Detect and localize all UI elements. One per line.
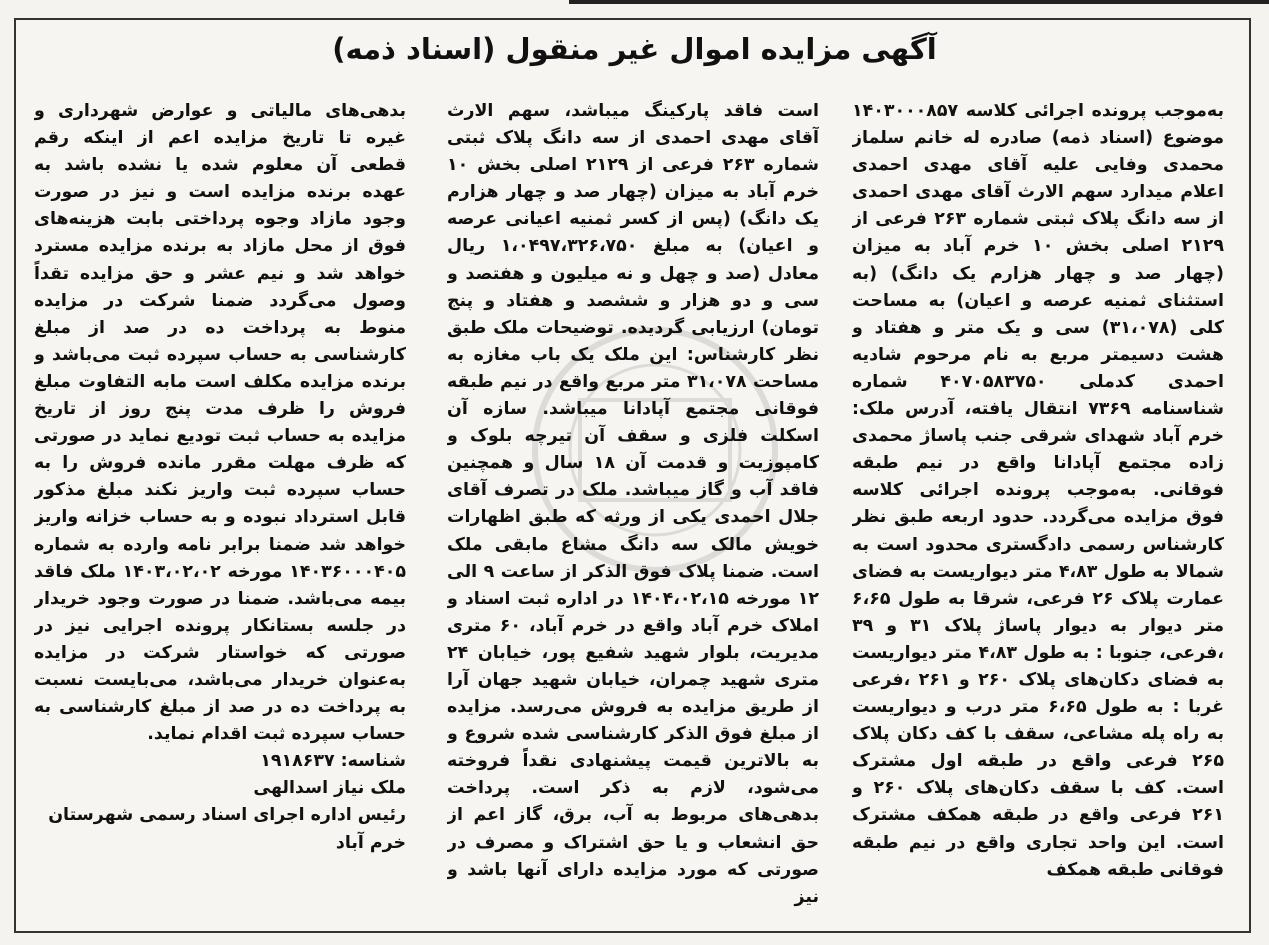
signature-name: ملک نیاز اسدالهی bbox=[253, 778, 406, 799]
signature-role: رئیس اداره اجرای اسناد رسمی شهرستان خرم آباد bbox=[48, 805, 406, 853]
column-3-text: بدهی‌های مالیاتی و عوارض شهرداری و غیره تا تاریخ مزایده اعم از اینکه رقم قطعی آن معلوم شده یا نشده باشد به عهده برنده مزایده است و نیز در صورت وجود مازاد وجوه پرداختی بابت هزینه‌های فوق از محل مازاد به برنده مزایده مسترد خواهد شد و نیم عشر و حق مزایده تقداً وصول می‌گردد ضمنا شرکت در مزایده منوط به پرداخت ده در صد از مبلغ کارشناسی به حساب سپرده ثبت می‌باشد و برنده مزایده مکلف است مابه التفاوت مبلغ فروش را ظرف مدت پنج روز از تاریخ مزایده به حساب ثبت تودیع نماید در صورتی که ظرف مهلت مقرر مانده فروش را به حساب سپرده ثبت واریز نکند مبلغ مذکور قابل استرداد نبوده و به حساب خزانه واریز خواهد شد ضمنا برابر نامه وارده به شماره ۱۴۰۳۶۰۰۰۴۰۵ مورخه ۱۴۰۳،۰۲،۰۲ ملک فاقد بیمه می‌باشد. ضمنا در صورت وجود خریدار در جلسه بستانکار پرونده اجرایی نیز در صورتی که خواستار شرکت در مزایده به‌عنوان خریدار می‌باشد، می‌بایست نسبت به پرداخت ده در صد از مبلغ کارشناسی به حساب سپرده ثبت اقدام نماید. bbox=[34, 101, 406, 745]
notice-column-3 bbox=[34, 98, 406, 918]
signature-id: شناسه: ۱۹۱۸۶۳۷ bbox=[260, 751, 406, 772]
notice-column-1: به‌موجب پرونده اجرائی کلاسه ۱۴۰۳۰۰۰۸۵۷ موضوع (اسناد ذمه) صادره له خانم سلماز محمدی وفایی علیه آقای مهدی احمدی اعلام میدارد سهم الارث آقای مهدی احمدی از سه دانگ پلاک ثبتی شماره ۲۶۳ فرعی از ۲۱۲۹ اصلی بخش ۱۰ خرم آباد به میزان (چهار صد و چهار هزارم یک دانگ) (به استثنای ثمنیه عرصه و اعیان) به مساحت کلی (۳۱،۰۷۸) سی و یک متر و هفتاد و هشت دسیمتر مربع به نام مرحوم شادیه احمدی کدملی ۴۰۷۰۵۸۳۷۵۰ شماره شناسنامه ۷۳۶۹ انتقال یافته، آدرس ملک: خرم آباد شهدای شرقی جنب پاساژ محمدی زاده مجتمع آپادانا واقع در نیم طبقه فوقانی. به‌موجب پرونده اجرائی کلاسه فوق مزایده می‌گردد. حدود اربعه طبق نظر کارشناس رسمی دادگستری محدود است به شمالا به طول ۴،۸۳ متر دیواریست به فضای عمارت پلاک ۲۶ فرعی، شرقا به طول ۶،۶۵ متر دیوار به دیوار پاساژ پلاک ۳۱ و ۳۹ ،فرعی، جنوبا : به طول ۴،۸۳ متر دیواریست به فضای دکان‌های پلاک ۲۶۰ و ۲۶۱ ،فرعی غربا : به طول ۶،۶۵ متر درب و دیواریست به راه پله مشاعی، سقف با کف دکان پلاک ۲۶۵ فرعی واقع در طبقه اول مشترک است. کف با سقف دکان‌های پلاک ۲۶۰ و ۲۶۱ فرعی واقع در طبقه همکف مشترک است. این واحد تجاری واقع در نیم طبقه فوقانی طبقه همکف bbox=[852, 101, 1224, 880]
top-rule bbox=[569, 0, 1269, 4]
notice-column-2: است فاقد پارکینگ میباشد، سهم الارث آقای مهدی احمدی از سه دانگ پلاک ثبتی شماره ۲۶۳ فرعی از ۲۱۲۹ اصلی بخش ۱۰ خرم آباد به میزان (چهار صد و چهار هزارم یک دانگ) (پس از کسر ثمنیه اعیانی عرصه و اعیان) به مبلغ ۱،۰۴۹۷،۳۲۶،۷۵۰ ریال معادل (صد و چهل و نه میلیون و هفتصد و سی و دو هزار و ششصد و هفتاد و پنج تومان) ارزیابی گردیده. توضیحات ملک طبق نظر کارشناس: این ملک یک باب مغازه به مساحت ۳۱،۰۷۸ متر مربع واقع در نیم طبقه فوقانی مجتمع آپادانا میباشد. سازه آن اسکلت فلزی و سقف آن تیرچه بلوک و کامپوزیت و قدمت آن ۱۸ سال و همچنین فاقد آب و گاز میباشد. ملک در تصرف آقای جلال احمدی یکی از ورثه که طبق اظهارات خویش مالک سه دانگ مشاع مابقی ملک است. ضمنا پلاک فوق الذکر از ساعت ۹ الی ۱۲ مورخه ۱۴۰۴،۰۲،۱۵ در اداره ثبت اسناد و املاک خرم آباد واقع در خرم آباد، ۶۰ متری مدیریت، بلوار شهید شفیع پور، خیابان ۲۴ متری شهید چمران، خیابان شهید جهان آرا از طریق مزایده به فروش می‌رسد. مزایده از مبلغ فوق الذکر کارشناسی شده شروع و به بالاترین قیمت پیشنهادی نقداً فروخته می‌شود، لازم به ذکر است. پرداخت بدهی‌های مربوط به آب، برق، گاز اعم از حق انشعاب و یا حق اشتراک و مصرف در صورتی که مورد مزایده دارای آنها باشد و نیز bbox=[447, 101, 819, 907]
page-title: آگهی مزایده اموال غیر منقول (اسناد ذمه) bbox=[332, 32, 937, 66]
